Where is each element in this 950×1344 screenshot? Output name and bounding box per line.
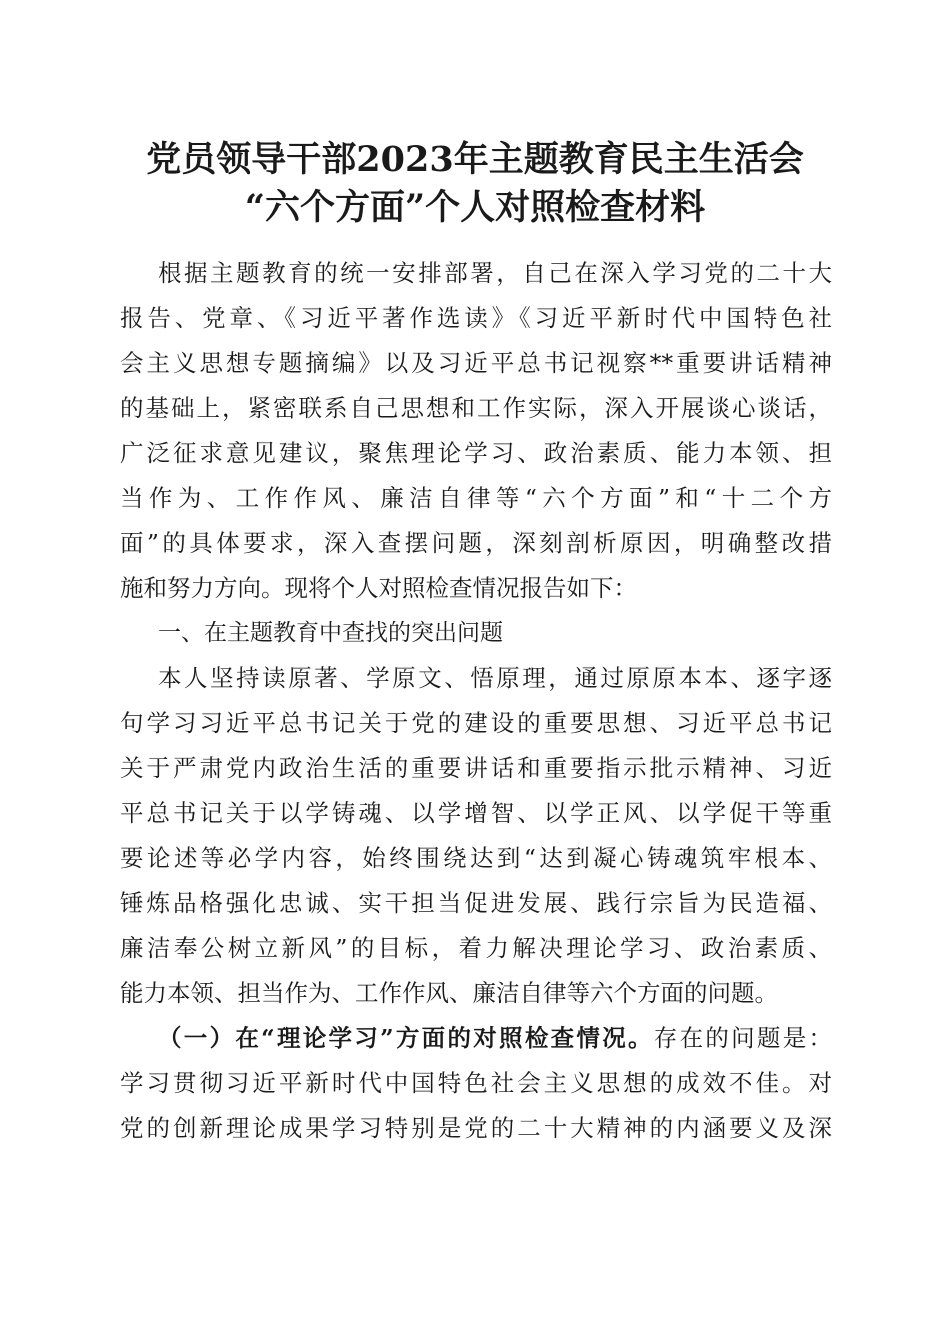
section-line: 句学习习近平总书记关于党的建设的重要思想、习近平总书记: [120, 709, 832, 737]
section-line: 廉洁奉公树立新风”的目标，着力解决理论学习、政治素质、: [120, 934, 832, 962]
subsection-rest: 存在的问题是：: [653, 1024, 833, 1052]
intro-line: 的基础上，紧密联系自己思想和工作实际，深入开展谈心谈话，: [120, 394, 832, 422]
section-line: 平总书记关于以学铸魂、以学增智、以学正风、以学促干等重: [120, 799, 832, 827]
section-line: 能力本领、担当作为、工作作风、廉洁自律等六个方面的问题。: [120, 979, 778, 1007]
subsection-lead: （一）在“理论学习”方面的对照检查情况。: [158, 1024, 654, 1052]
section-line: 要论述等必学内容，始终围绕达到“达到凝心铸魂筑牢根本、: [120, 844, 832, 872]
document-title-line-1: 党员领导干部2023年主题教育民主生活会: [146, 139, 804, 180]
intro-line: 根据主题教育的统一安排部署，自己在深入学习党的二十大: [158, 259, 832, 287]
subsection-line: [158, 1023, 832, 1053]
document-title-line-2: “六个方面”个人对照检查材料: [244, 187, 706, 228]
section-line: 本人坚持读原著、学原文、悟原理，通过原原本本、逐字逐: [158, 664, 832, 692]
intro-line: 报告、党章、《习近平著作选读》《习近平新时代中国特色社: [120, 304, 832, 332]
intro-line: 面”的具体要求，深入查摆问题，深刻剖析原因，明确整改措: [120, 529, 832, 557]
section-line: 锤炼品格强化忠诚、实干担当促进发展、践行宗旨为民造福、: [120, 889, 832, 917]
intro-line: 施和努力方向。现将个人对照检查情况报告如下：: [120, 574, 637, 602]
section-line: 关于严肃党内政治生活的重要讲话和重要指示批示精神、习近: [120, 754, 832, 782]
intro-line: 会主义思想专题摘编》以及习近平总书记视察**重要讲话精神: [120, 349, 832, 377]
section-heading: 一、在主题教育中查找的突出问题: [158, 620, 503, 646]
intro-line: 当作为、工作作风、廉洁自律等“六个方面”和“十二个方: [120, 484, 832, 512]
subsection-body-line: 党的创新理论成果学习特别是党的二十大精神的内涵要义及深: [120, 1114, 832, 1142]
intro-line: 广泛征求意见建议，聚焦理论学习、政治素质、能力本领、担: [120, 439, 832, 467]
subsection-body-line: 学习贯彻习近平新时代中国特色社会主义思想的成效不佳。对: [120, 1069, 832, 1097]
